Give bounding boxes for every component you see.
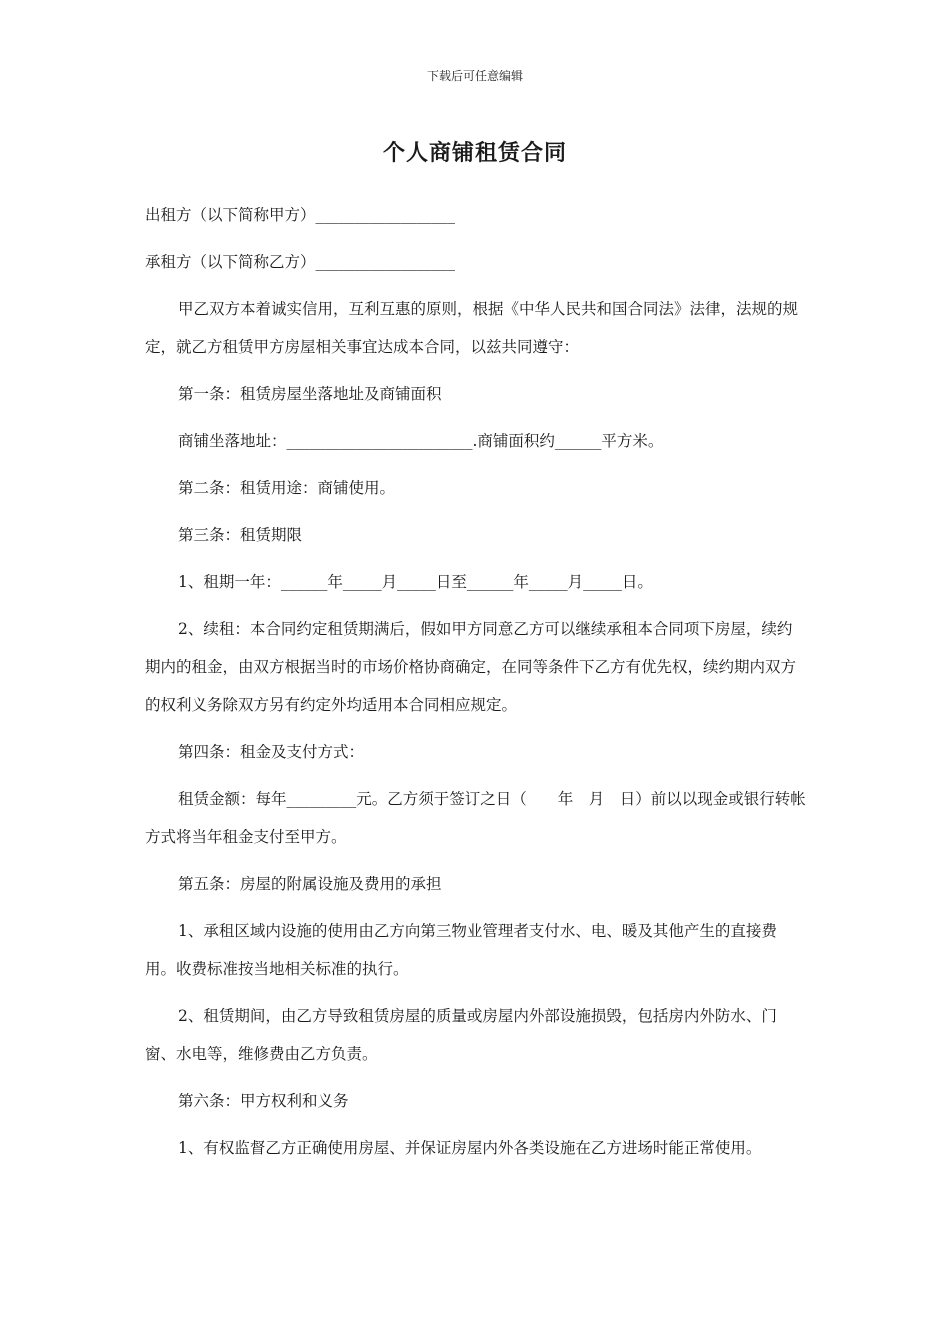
article-5-heading: 第五条：房屋的附属设施及费用的承担 xyxy=(178,875,442,893)
article-2-heading: 第二条：租赁用途：商铺使用。 xyxy=(178,479,396,497)
document-body xyxy=(145,196,807,1176)
paragraph-repairs: 2、租赁期间，由乙方导致租赁房屋的质量或房屋内外部设施损毁，包括房内外防水、门窗、水电等，维修费由乙方负责。 xyxy=(145,1007,777,1063)
document-title: 个人商铺租赁合同 xyxy=(382,141,567,166)
paragraph-lessor: 出租方（以下简称甲方）__________________ xyxy=(145,206,456,224)
article-4-heading: 第四条：租金及支付方式： xyxy=(178,743,365,761)
article-1-heading: 第一条：租赁房屋坐落地址及商铺面积 xyxy=(178,385,442,403)
article-6-heading: 第六条：甲方权利和义务 xyxy=(178,1092,349,1110)
paragraph-preamble: 甲乙双方本着诚实信用，互利互惠的原则，根据《中华人民共和国合同法》法律，法规的规定，就乙方租赁甲方房屋相关事宜达成本合同，以兹共同遵守： xyxy=(145,300,799,356)
paragraph-rent-amount: 租赁金额：每年_________元。乙方须于签订之日（ 年 月 日）前以以现金或银行转帐方式将当年租金支付至甲方。 xyxy=(145,790,806,846)
paragraph-renewal: 2、续租：本合同约定租赁期满后，假如甲方同意乙方可以继续承租本合同项下房屋，续约期内的租金，由双方根据当时的市场价格协商确定，在同等条件下乙方有优先权，续约期内双方的权利义务除双方另有约定外均适用本合同相应规定。 xyxy=(145,620,797,714)
paragraph-utilities: 1、承租区域内设施的使用由乙方向第三物业管理者支付水、电、暖及其他产生的直接费用。收费标准按当地相关标准的执行。 xyxy=(145,922,777,978)
article-3-heading: 第三条：租赁期限 xyxy=(178,526,303,544)
paragraph-lease-term: 1、租期一年：______年_____月_____日至______年_____月_____日。 xyxy=(178,573,653,591)
header-note: 下载后可任意编辑 xyxy=(426,69,523,83)
paragraph-lessee: 承租方（以下简称乙方）__________________ xyxy=(145,253,456,271)
paragraph-shop-address: 商铺坐落地址：________________________.商铺面积约______平方米。 xyxy=(178,432,664,450)
paragraph-lessor-rights: 1、有权监督乙方正确使用房屋、并保证房屋内外各类设施在乙方进场时能正常使用。 xyxy=(178,1139,762,1157)
